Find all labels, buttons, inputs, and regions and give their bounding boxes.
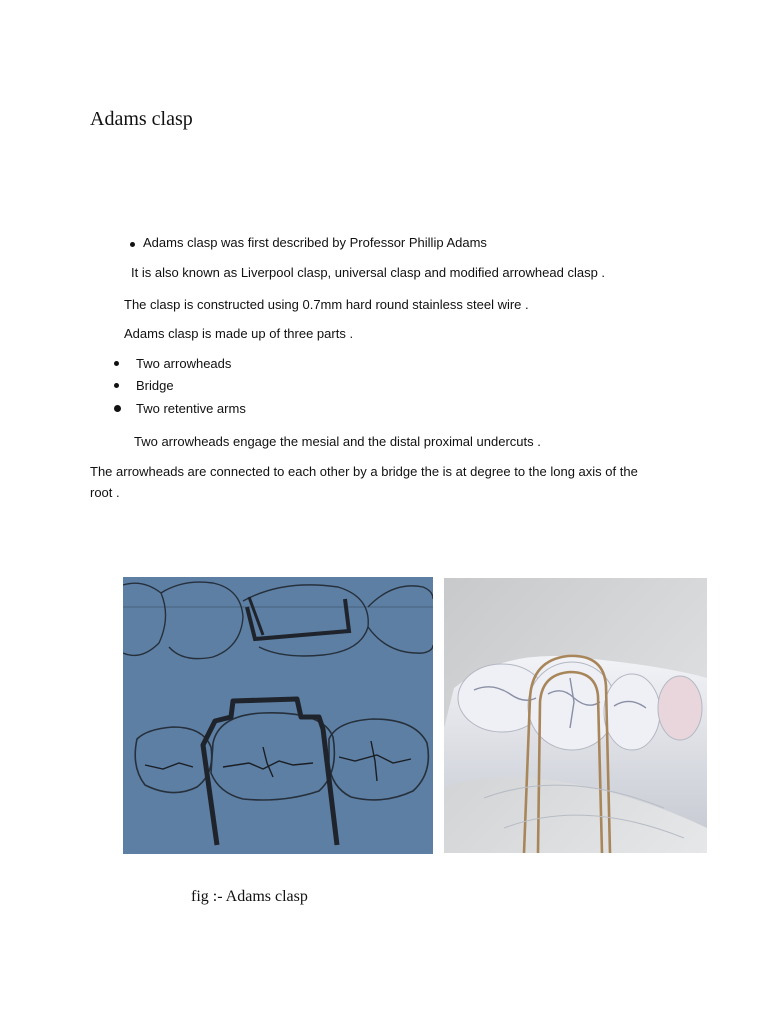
list-item-bridge: Bridge [136,378,174,393]
list-item-retentive-arms: Two retentive arms [136,401,246,416]
bullet-dot [130,242,135,247]
paragraph-bridge-line-1: The arrowheads are connected to each other by a bridge the is at degree to the long axis of the [90,464,638,479]
figure-caption: fig :- Adams clasp [191,888,308,905]
clasp-photo-figure [444,578,707,853]
clasp-sketch-figure [123,577,433,854]
paragraph-undercuts: Two arrowheads engage the mesial and the distal proximal undercuts . [134,434,541,449]
paragraph-three-parts: Adams clasp is made up of three parts . [124,326,354,341]
paragraph-bridge-line-2: root . [90,485,120,500]
paragraph-first-described: Adams clasp was first described by Professor Phillip Adams [143,235,487,250]
list-item-arrowheads: Two arrowheads [136,356,232,371]
paragraph-also-known: It is also known as Liverpool clasp, universal clasp and modified arrowhead clasp . [131,265,606,280]
bullet-dot [114,383,119,388]
bullet-dot [114,405,121,412]
paragraph-construction: The clasp is constructed using 0.7mm hard round stainless steel wire . [124,297,529,312]
clasp-photo-drawing [444,578,707,853]
clasp-sketch-drawing [123,577,433,854]
page-title: Adams clasp [90,108,193,130]
bullet-dot [114,361,119,366]
